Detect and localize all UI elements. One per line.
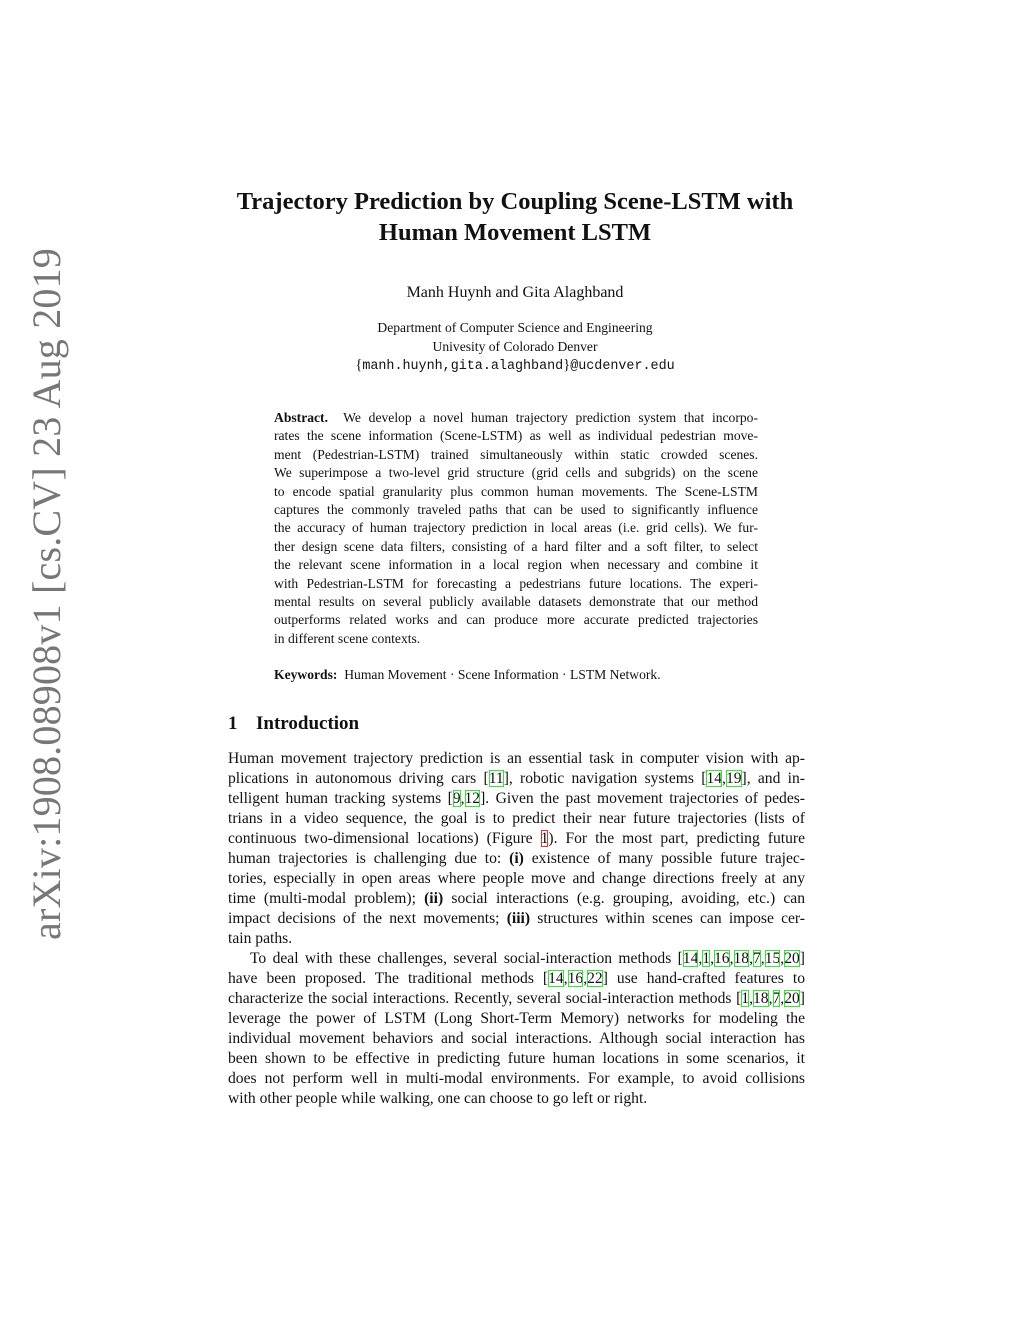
keywords-label: Keywords: <box>274 667 338 682</box>
citation-link[interactable]: 1 <box>741 990 750 1007</box>
body-text-fragment: To deal with these challenges, several social-interaction methods [ <box>250 950 683 967</box>
abstract-line: in different scene contexts. <box>274 630 421 646</box>
body-line: To deal with these challenges, several social-interaction methods [14,1,16,18,7,15,20] <box>250 950 805 967</box>
department: Department of Computer Science and Engineering <box>377 320 653 335</box>
body-text-fragment: characterize the social interactions. Recently, several social-interaction methods [ <box>228 990 742 1007</box>
body-line <box>228 889 805 909</box>
abstract-line: We superimpose a two-level grid structure (grid cells and subgrids) on the scene <box>274 465 758 481</box>
body-line: individual movement behaviors and social interactions. Although social interaction has <box>228 1030 805 1047</box>
body-line: tories, especially in open areas where people move and change directions freely at any <box>228 870 805 887</box>
abstract-line: the accuracy of human trajectory prediction in local areas (i.e. grid cells). We fur- <box>274 520 758 536</box>
introduction-body <box>228 749 805 1109</box>
citation-link[interactable]: 14 <box>706 770 723 787</box>
body-text-fragment: ], and in- <box>741 770 805 787</box>
citation-link[interactable]: 12 <box>464 790 481 807</box>
body-text-fragment: continuous two-dimensional locations) (Figure <box>228 830 541 847</box>
citation-link[interactable]: 11 <box>488 770 504 787</box>
body-text-fragment: impact decisions of the next movements; <box>228 910 507 927</box>
abstract-text: We develop a novel human trajectory prediction system that incorpo- <box>343 410 758 425</box>
body-text-fragment: social interactions (e.g. grouping, avoiding, etc.) can <box>443 890 805 907</box>
body-line: tain paths. <box>228 930 293 947</box>
arxiv-identifier: arXiv:1908.08908v1 [cs.CV] 23 Aug 2019 <box>24 248 69 940</box>
paper-title-line-1: Trajectory Prediction by Coupling Scene-LSTM with <box>236 188 794 215</box>
abstract-line <box>274 409 758 427</box>
body-line <box>228 909 805 929</box>
citation-link[interactable]: 20 <box>784 950 800 967</box>
abstract-line: to encode spatial granularity plus common human movements. The Scene-LSTM <box>274 483 758 499</box>
abstract-line: rates the scene information (Scene-LSTM) as well as individual pedestrian move- <box>274 428 758 444</box>
enumeration-marker: (iii) <box>506 910 531 927</box>
body-text-fragment: existence of many possible future trajec- <box>523 850 805 867</box>
body-line: plications in autonomous driving cars [11], robotic navigation systems [14,19], and in- <box>228 770 805 787</box>
abstract-line: the relevant scene information in a local region when necessary and combine it <box>274 557 758 573</box>
body-text-fragment: ]. Given the past movement trajectories of pedes- <box>480 790 805 807</box>
body-text-fragment: human trajectories is challenging due to: <box>228 850 510 867</box>
section-heading <box>228 712 359 736</box>
body-text-fragment: telligent human tracking systems [ <box>228 790 453 807</box>
citation-link[interactable]: 18 <box>753 990 769 1007</box>
body-line: characterize the social interactions. Recently, several social-interaction methods [1,18,7,20] <box>228 990 805 1007</box>
body-line: with other people while walking, one can choose to go left or right. <box>228 1090 648 1107</box>
section-title: Introduction <box>256 713 360 734</box>
body-text-fragment: time (multi-modal problem); <box>228 890 425 907</box>
paper-title-line-2: Human Movement LSTM <box>378 219 652 246</box>
body-line <box>228 849 805 869</box>
citation-link[interactable]: 7 <box>753 950 761 967</box>
citation-link[interactable]: 1 <box>702 950 711 967</box>
body-line: been shown to be effective in predicting future human locations in some scenarios, it <box>228 1050 805 1067</box>
paper-authors: Manh Huynh and Gita Alaghband <box>406 284 624 301</box>
keywords <box>274 666 758 684</box>
citation-link[interactable]: 20 <box>784 990 800 1007</box>
email-brace-close: } <box>563 357 571 373</box>
body-line: Human movement trajectory prediction is an essential task in computer vision with ap- <box>228 750 805 767</box>
body-line: does not perform well in multi-modal environments. For example, to avoid collisions <box>228 1070 805 1087</box>
abstract-line: ther design scene data filters, consisting of a hard filter and a soft filter, to select <box>274 538 758 554</box>
body-text-fragment: ). For the most part, predicting future <box>548 830 805 847</box>
figure-link[interactable]: 1 <box>540 830 549 847</box>
citation-link[interactable]: 9 <box>452 790 461 807</box>
abstract <box>274 409 758 648</box>
abstract-label: Abstract. <box>274 410 328 425</box>
citation-link[interactable]: 22 <box>587 970 603 987</box>
citation-link[interactable]: 15 <box>764 950 781 967</box>
email-brace-open: { <box>355 357 363 373</box>
body-line: leverage the power of LSTM (Long Short-Term Memory) networks for modeling the <box>228 1010 805 1027</box>
abstract-line: ment (Pedestrian-LSTM) trained simultaneously within static crowded scenes. <box>274 446 758 462</box>
section-number: 1 <box>228 713 238 734</box>
body-text-fragment: ] use hand-crafted features to <box>602 970 805 987</box>
enumeration-marker: (i) <box>509 850 524 867</box>
author-affiliation <box>200 319 830 377</box>
university: Univesity of Colorado Denver <box>432 338 598 354</box>
body-line <box>228 829 805 849</box>
citation-link[interactable]: 16 <box>567 970 584 987</box>
body-text-fragment: ] <box>799 950 805 967</box>
keywords-text: Human Movement · Scene Information · LSTM Network. <box>344 667 661 682</box>
body-text-fragment: have been proposed. The traditional methods [ <box>228 970 549 987</box>
email-users: manh.huynh,gita.alaghband <box>362 359 564 374</box>
citation-link[interactable]: 19 <box>725 770 742 787</box>
body-line: telligent human tracking systems [9,12]. Given the past movement trajectories of pedes- <box>228 790 805 807</box>
body-line: have been proposed. The traditional methods [14,16,22] use hand-crafted features to <box>228 970 805 987</box>
paper-title <box>200 186 830 248</box>
body-text-fragment: plications in autonomous driving cars [ <box>228 770 489 787</box>
citation-link[interactable]: 16 <box>714 950 730 967</box>
enumeration-marker: (ii) <box>424 890 444 907</box>
citation-link[interactable]: 7 <box>772 990 781 1007</box>
body-line: trians in a video sequence, the goal is to predict their near future trajectories (lists of <box>228 810 805 827</box>
citation-link[interactable]: 18 <box>733 950 750 967</box>
citation-link[interactable]: 14 <box>682 950 699 967</box>
abstract-line: mental results on several publicly available datasets demonstrate that our method <box>274 594 758 610</box>
email-domain: @ucdenver.edu <box>570 359 675 374</box>
citation-link[interactable]: 14 <box>548 970 564 987</box>
author-email <box>200 356 830 377</box>
body-text-fragment: ] <box>799 990 805 1007</box>
abstract-line: with Pedestrian-LSTM for forecasting a pedestrians future locations. The experi- <box>274 575 758 591</box>
body-text-fragment: ], robotic navigation systems [ <box>503 770 707 787</box>
body-text-fragment: structures within scenes can impose cer- <box>530 910 805 927</box>
abstract-line: captures the commonly traveled paths that can be used to significantly influence <box>274 502 758 518</box>
abstract-line: outperforms related works and can produce more accurate predicted trajectories <box>274 612 758 628</box>
